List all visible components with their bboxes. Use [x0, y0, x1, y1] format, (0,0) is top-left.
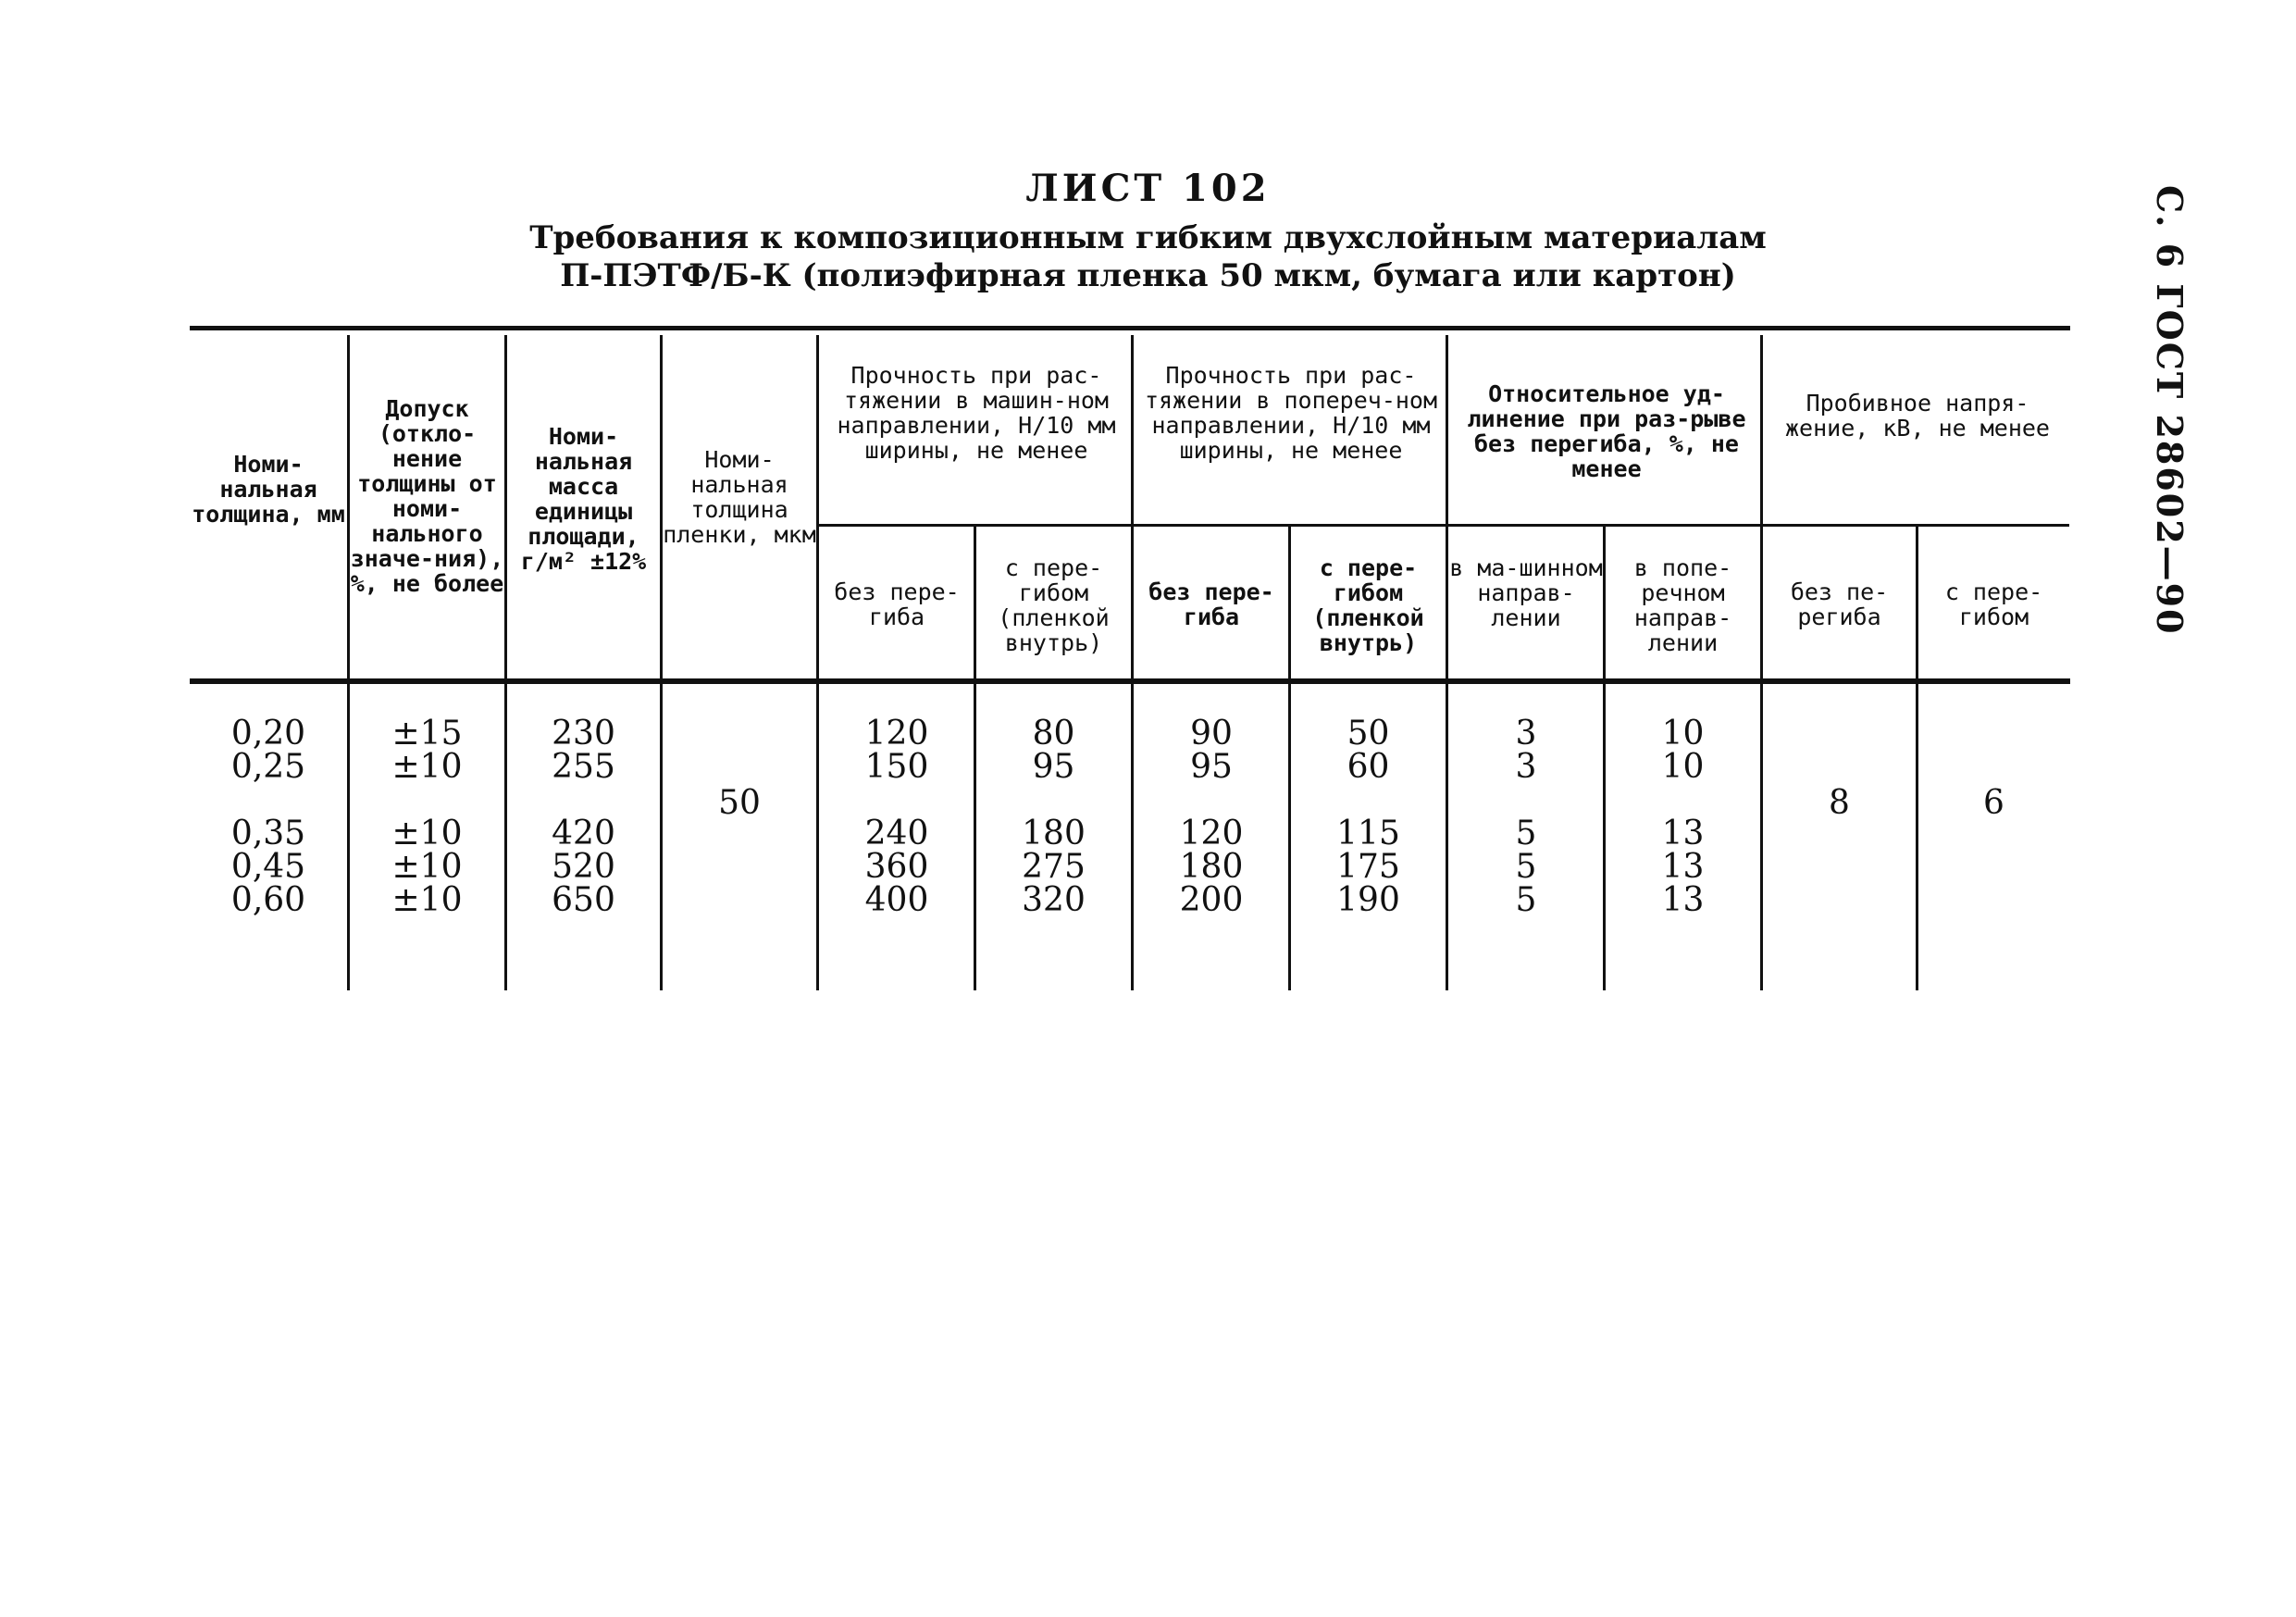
- header-breakdown: Пробивное напря-жение, кВ, не менее: [1785, 390, 2050, 442]
- table-cell: 0,60: [230, 881, 306, 919]
- table-header-rule: [190, 678, 2070, 684]
- table-cell: 150: [864, 748, 929, 786]
- table-cell: 240: [864, 815, 929, 852]
- header-nominal-thickness: Номи-нальная толщина, мм: [192, 451, 345, 528]
- table-cell: 180: [1179, 848, 1244, 886]
- column-divider: [1760, 335, 1763, 990]
- subtitle-line-1: Требования к композиционным гибким двухслойным материалам: [529, 219, 1767, 256]
- table-cell: 0,25: [230, 748, 306, 786]
- table-cell: 50: [1347, 715, 1390, 753]
- film-thickness-value: 50: [718, 784, 761, 822]
- table-cell: 275: [1022, 848, 1086, 886]
- page-label: С. 6 ГОСТ 28602—90: [2149, 185, 2191, 636]
- subheader-sc-no-bend: без пере-гиба: [1148, 578, 1274, 630]
- subheader-sc-with-bend: с пере-гибом (пленкой внутрь): [1312, 554, 1424, 656]
- table-cell: 10: [1661, 748, 1705, 786]
- subheader-el-machine: в ма-шинном направ-лении: [1449, 554, 1603, 631]
- table-cell: 175: [1336, 848, 1400, 886]
- table-top-rule: [190, 326, 2070, 330]
- table-cell: 230: [552, 715, 615, 753]
- table-cell: 190: [1336, 881, 1400, 919]
- sheet-title: ЛИСТ 102: [1025, 167, 1271, 210]
- subheader-bd-with-bend: с пере-гибом: [1944, 578, 2043, 630]
- table-cell: 13: [1661, 815, 1705, 852]
- header-mass: Номи-нальная масса единицы площади, г/м² ±12%: [520, 423, 647, 575]
- table-cell: 3: [1515, 715, 1537, 753]
- column-divider: [1446, 335, 1448, 990]
- table-cell: 360: [864, 848, 929, 886]
- table-cell: 120: [864, 715, 929, 753]
- table-cell: 0,20: [230, 715, 306, 753]
- header-elongation: Относительное уд-линение при раз-рыве без перегиба, %, не менее: [1467, 380, 1746, 482]
- table-cell: 650: [552, 881, 615, 919]
- table-cell: 420: [552, 815, 615, 852]
- table-cell: 13: [1661, 881, 1705, 919]
- table-cell: 5: [1515, 815, 1537, 852]
- table-cell: 120: [1179, 815, 1244, 852]
- table-cell: 400: [864, 881, 929, 919]
- header-film-thickness: Номи-нальная толщина пленки, мкм: [663, 446, 816, 548]
- subheader-rule: [818, 524, 2069, 527]
- table-cell: 10: [1661, 715, 1705, 753]
- table-cell: 200: [1179, 881, 1244, 919]
- table-cell: 90: [1190, 715, 1233, 753]
- table-cell: ±10: [391, 815, 463, 852]
- table-cell: 95: [1032, 748, 1075, 786]
- table-cell: 95: [1190, 748, 1233, 786]
- table-cell: ±15: [391, 715, 463, 753]
- column-divider: [816, 335, 819, 990]
- table-cell: 5: [1515, 881, 1537, 919]
- column-divider: [660, 335, 663, 990]
- breakdown-with-bend-value: 6: [1983, 784, 2004, 822]
- table-cell: 80: [1032, 715, 1075, 753]
- table-cell: 0,45: [230, 848, 306, 886]
- header-strength-machine: Прочность при рас-тяжении в машин-ном направлении, Н/10 мм ширины, не менее: [837, 362, 1116, 464]
- subheader-sm-no-bend: без пере-гиба: [834, 578, 960, 630]
- subheader-bd-no-bend: без пе-региба: [1790, 578, 1889, 630]
- column-divider: [1131, 335, 1134, 990]
- subheader-sm-with-bend: с пере-гибом (пленкой внутрь): [998, 554, 1110, 656]
- table-cell: 115: [1336, 815, 1400, 852]
- subheader-el-cross: в попе-речном направ-лении: [1633, 554, 1732, 656]
- table-cell: 3: [1515, 748, 1537, 786]
- table-cell: 320: [1022, 881, 1086, 919]
- table-cell: ±10: [391, 748, 463, 786]
- table-cell: 0,35: [230, 815, 306, 852]
- subtitle-line-2: П-ПЭТФ/Б-К (полиэфирная пленка 50 мкм, бумага или картон): [560, 257, 1736, 294]
- table-cell: 5: [1515, 848, 1537, 886]
- table-cell: 13: [1661, 848, 1705, 886]
- breakdown-no-bend-value: 8: [1829, 784, 1850, 822]
- table-cell: 255: [552, 748, 615, 786]
- header-strength-cross: Прочность при рас-тяжении в попереч-ном направлении, Н/10 мм ширины, не менее: [1144, 362, 1438, 464]
- table-cell: 520: [552, 848, 615, 886]
- table-cell: 180: [1022, 815, 1086, 852]
- table-cell: ±10: [391, 848, 463, 886]
- table-cell: ±10: [391, 881, 463, 919]
- table-cell: 60: [1347, 748, 1390, 786]
- header-tolerance: Допуск (откло-нение толщины от номи-нального значе-ния), %, не более: [350, 395, 504, 597]
